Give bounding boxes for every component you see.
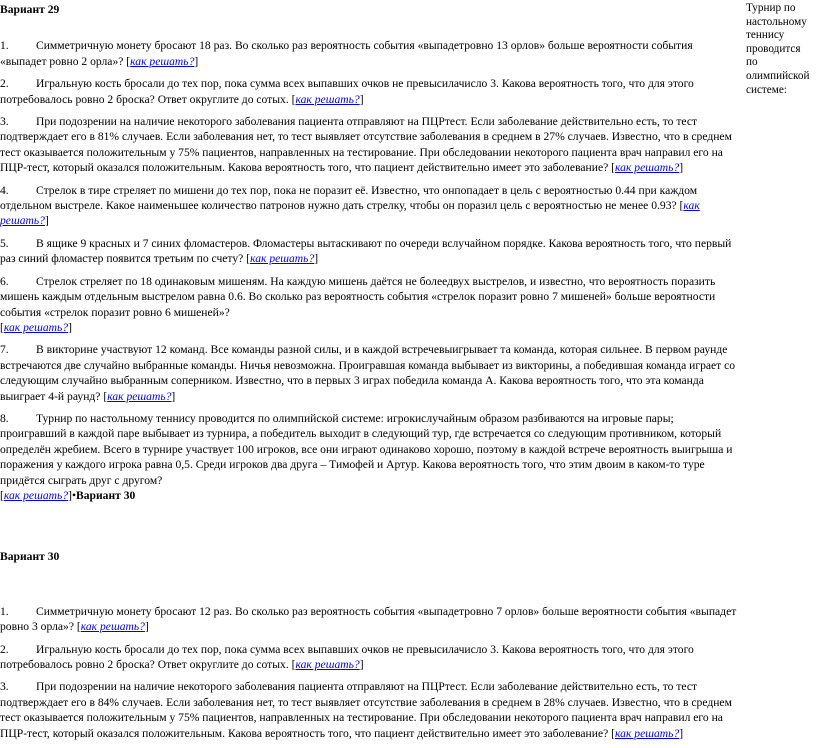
task-text: Игральную кость бросали до тех пор, пока сумма всех выпавших очков не превысилачисло 3. Какова вероятность того, что для этого потребовалось ровно 2 броска? Ответ округлите до сотых. <box>0 642 694 671</box>
variant-29-title: Вариант 29 <box>0 3 60 16</box>
task-number: 5. <box>0 236 9 250</box>
how-to-solve-link[interactable]: как решать? <box>0 199 700 228</box>
variant-30-title: Вариант 30 <box>0 550 60 564</box>
task-text: Игральную кость бросали до тех пор, пока сумма всех выпавших очков не превысилачисло 3. Какова вероятность того, что для этого потребовалось ровно 2 броска? Ответ округлите до сотых. <box>0 77 694 106</box>
task-number: 3. <box>0 115 9 129</box>
task-number: 2. <box>0 77 9 91</box>
task-29-8: 8. Турнир по настольному теннису проводится по олимпийской системе: игрокислучайным образом разбиваются на игровые пары; проигравший в каждой паре выбывает из турнира, а победитель выходит в следующий тур, где встречается со следующим противником, который определён жребием. Всего в турнире участвует 100 игроков, все они играют одинаково хорошо, поэтому в каждой встрече вероятность выигрыша и поражения у каждого игрока равна 0,5. Среди игроков два друга – Тимофей и Артур. Какова вероятность того, что этим двоим в каком-то туре придётся сыграть друг с другом? [как решать?]•Вариант 30 <box>0 411 733 502</box>
task-text: В ящике 9 красных и 7 синих фломастеров. Фломастеры вытаскивают по очереди вслучайном порядке. Какова вероятность того, что первый раз синий фломастер появится третьим по счету? <box>0 236 732 266</box>
task-number: 3. <box>0 680 9 694</box>
task-text: При подозрении на наличие некоторого заболевания пациента отправляют на ПЦРтест. Если заболевание действительно есть, то тест подтверждает его в 81% случаев. Если заболевания нет, то тест выявляет отсутствие заболевания в среднем в 27% случаев. Известно, что в среднем тест оказывается положительным у 75% пациентов, направленных на тестирование. При обследовании некоторого пациента врач направил его на ПЦР-тест, который оказался положительным. Какова вероятность того, что пациент действительно имеет это заболевание? <box>0 115 732 175</box>
task-number: 4. <box>0 183 9 197</box>
task-text: Стрелок стреляет по 18 одинаковым мишеням. На каждую мишень даётся не болеедвух выстрелов, и известно, что вероятность поразить мишень каждым отдельным выстрелом равна 0.6. Во сколько раз вероятность события «стрелок поразит ровно 7 мишеней» больше вероятности события «стрелок поразит ровно 6 мишеней»? <box>0 274 716 319</box>
inline-bullet: • <box>71 488 77 502</box>
task-text: В викторине участвуют 12 команд. Все команды разной силы, и в каждой встречевыигрывает та команда, которая сильнее. В первом раунде встречаются две случайно выбранные команды. Ничья невозможна. Проигравшая команда выбывает из викторины, а победившая команда играет со следующим случайно выбранным соперником. Известно, что в первых 3 играх победила команда А. Какова вероятность того, что эта команда выиграет 4-й раунд? <box>0 343 736 403</box>
how-to-solve-link[interactable]: как решать? <box>615 726 680 740</box>
how-to-solve-link[interactable]: как решать? <box>250 252 315 266</box>
task-number: 1. <box>0 39 9 53</box>
how-to-solve-link[interactable]: как решать? <box>295 658 360 671</box>
how-to-solve-link[interactable]: как решать? <box>107 389 172 403</box>
how-to-solve-link[interactable]: как решать? <box>3 320 69 334</box>
task-text: Турнир по настольному теннису проводится по олимпийской системе: игрокислучайным образом разбиваются на игровые пары; проигравший в каждой паре выбывает из турнира, а победитель выходит в следующий тур, где встречается со следующим противником, который определён жребием. Всего в турнире участвует 100 игроков, все они играют одинаково хорошо, поэтому в каждой встрече вероятность выигрыша и поражения у каждого игрока равна 0,5. Среди игроков два друга – Тимофей и Артур. Какова вероятность того, что этим двоим в каком-то туре придётся сыграть друг с другом? <box>0 411 733 487</box>
task-30-2: 2. Игральную кость бросали до тех пор, пока сумма всех выпавших очков не превысилачисло 3. Какова вероятность того, что для этого потребовалось ровно 2 броска? Ответ округлите до сотых. [как решать?] <box>0 642 694 671</box>
task-number: 7. <box>0 343 9 357</box>
task-29-6: 6. Стрелок стреляет по 18 одинаковым мишеням. На каждую мишень даётся не болеедвух выстрелов, и известно, что вероятность поразить мишень каждым отдельным выстрелом равна 0.6. Во сколько раз вероятность события «стрелок поразит ровно 7 мишеней» больше вероятности события «стрелок поразит ровно 6 мишеней»? [как решать?] <box>0 274 716 334</box>
task-text: При подозрении на наличие некоторого заболевания пациента отправляют на ПЦРтест. Если заболевание действительно есть, то тест подтверждает его в 84% случаев. Если заболевания нет, то тест выявляет отсутствие заболевания в среднем в 28% случаев. Известно, что в среднем тест оказывается положительным у 75% пациентов, направленных на тестирование. При обследовании некоторого пациента врач направил его на ПЦР-тест, который оказался положительным. Какова вероятность того, что пациент действительно имеет это заболевание? <box>0 680 732 740</box>
task-29-4: 4. Стрелок в тире стреляет по мишени до тех пор, пока не поразит её. Известно, что онпопадает в цель с вероятностью 0.44 при каждом отдельном выстреле. Какое наименьшее количество патронов нужно дать стрелку, чтобы он поразил цель с вероятностью не менее 0.93? [как решать?] <box>0 183 700 228</box>
task-number: 6. <box>0 274 9 288</box>
task-29-5: 5. В ящике 9 красных и 7 синих фломастеров. Фломастеры вытаскивают по очереди вслучайном порядке. Какова вероятность того, что первый раз синий фломастер появится третьим по счету? [как решать?] <box>0 236 732 266</box>
sidebar-note: Турнир по настольному теннису проводится по олимпийской системе: <box>746 2 810 96</box>
document-body <box>0 2 742 748</box>
task-text: Симметричную монету бросают 18 раз. Во сколько раз вероятность события «выпадетровно 13 орлов» больше вероятности события «выпадет ровно 2 орла»? <box>0 39 693 68</box>
task-29-7: 7. В викторине участвуют 12 команд. Все команды разной силы, и в каждой встречевыигрывает та команда, которая сильнее. В первом раунде встречаются две случайно выбранные команды. Ничья невозможна. Проигравшая команда выбывает из викторины, а победившая команда играет со следующим случайно выбранным соперником. Известно, что в первых 3 играх победила команда А. Какова вероятность того, что эта команда выиграет 4-й раунд? [как решать?] <box>0 343 736 403</box>
how-to-solve-link[interactable]: как решать? <box>615 161 680 175</box>
inline-variant-30-title: Вариант 30 <box>76 488 136 502</box>
how-to-solve-link[interactable]: как решать? <box>80 620 145 634</box>
task-text: Симметричную монету бросают 12 раз. Во сколько раз вероятность события «выпадетровно 7 орлов» больше вероятности события «выпадет ровно 3 орла»? <box>0 604 737 634</box>
task-30-3: 3. При подозрении на наличие некоторого заболевания пациента отправляют на ПЦРтест. Если заболевание действительно есть, то тест подтверждает его в 84% случаев. Если заболевания нет, то тест выявляет отсутствие заболевания в среднем в 28% случаев. Известно, что в среднем тест оказывается положительным у 75% пациентов, направленных на тестирование. При обследовании некоторого пациента врач направил его на ПЦР-тест, который оказался положительным. Какова вероятность того, что пациент действительно имеет это заболевание? [как решать?] <box>0 680 732 740</box>
task-29-2: 2. Игральную кость бросали до тех пор, пока сумма всех выпавших очков не превысилачисло 3. Какова вероятность того, что для этого потребовалось ровно 2 броска? Ответ округлите до сотых. [как решать?] <box>0 77 694 106</box>
task-29-3: 3. При подозрении на наличие некоторого заболевания пациента отправляют на ПЦРтест. Если заболевание действительно есть, то тест подтверждает его в 81% случаев. Если заболевания нет, то тест выявляет отсутствие заболевания в среднем в 27% случаев. Известно, что в среднем тест оказывается положительным у 75% пациентов, направленных на тестирование. При обследовании некоторого пациента врач направил его на ПЦР-тест, который оказался положительным. Какова вероятность того, что пациент действительно имеет это заболевание? [как решать?] <box>0 115 732 175</box>
task-text: Стрелок в тире стреляет по мишени до тех пор, пока не поразит её. Известно, что онпопадает в цель с вероятностью 0.44 при каждом отдельном выстреле. Какое наименьшее количество патронов нужно дать стрелку, чтобы он поразил цель с вероятностью не менее 0.93? <box>0 183 698 213</box>
task-number: 1. <box>0 604 9 618</box>
how-to-solve-link[interactable]: как решать? <box>130 54 195 68</box>
task-number: 8. <box>0 411 9 425</box>
task-29-1: 1. Симметричную монету бросают 18 раз. Во сколько раз вероятность события «выпадетровно 13 орлов» больше вероятности события «выпадет ровно 2 орла»? [как решать?] <box>0 39 693 68</box>
how-to-solve-link[interactable]: как решать? <box>3 488 69 502</box>
task-30-1: 1. Симметричную монету бросают 12 раз. Во сколько раз вероятность события «выпадетровно 7 орлов» больше вероятности события «выпадет ровно 3 орла»? [как решать?] <box>0 604 737 634</box>
task-number: 2. <box>0 642 9 656</box>
how-to-solve-link[interactable]: как решать? <box>295 92 360 106</box>
